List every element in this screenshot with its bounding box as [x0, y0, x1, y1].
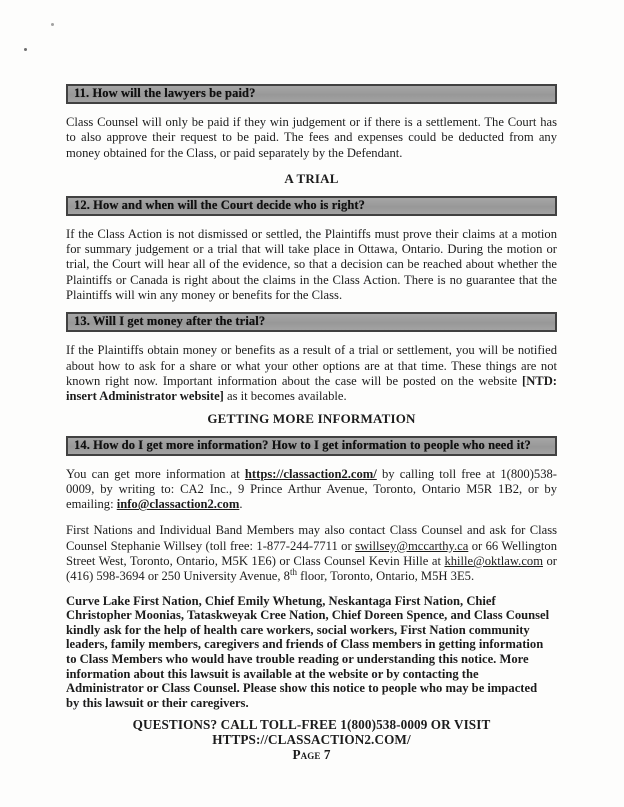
q14-p2-mid2: or (416) 598-3694 or 250 University Avenue, 8	[66, 554, 557, 584]
scan-speck-artifact	[24, 48, 27, 51]
info-email-link[interactable]: info@classaction2.com	[116, 497, 240, 512]
q13-text-pre: If the Plaintiffs obtain money or benefits as a result of a trial or settlement, you will be notified about how to ask for a share or what your other options are at that time. These things are not known right now. Important information about the case will be posted on the website	[66, 343, 557, 388]
khille-email-link[interactable]: khille@oktlaw.com	[444, 554, 544, 569]
q14-p2-mid1: or 66 Wellington Street West, Toronto, Ontario, M5K 1E6) or Class Counsel Kevin Hille at	[66, 538, 558, 569]
q13-text-post: as it becomes available.	[223, 389, 347, 404]
heading-getting-more-information: GETTING MORE INFORMATION	[207, 410, 416, 426]
paragraph-q14-contact	[66, 467, 557, 513]
page-content	[66, 84, 557, 763]
ordinal-superscript: th	[289, 567, 297, 578]
footer-website-line: HTTPS://CLASSACTION2.COM/	[212, 732, 411, 748]
paragraph-q14-community-request: Curve Lake First Nation, Chief Emily Whetung, Neskantaga First Nation, Chief Christopher Moonias, Tataskweyak Cree Nation, Chief Doreen Spence, and Class Counsel kindly ask for the help of health care workers, social workers, First Nation community leaders, family members, caregivers and friends of Class members in getting information to Class Members who would have trouble reading or understanding this notice. More information about this lawsuit is available at the website or by contacting the Administrator or Class Counsel. Please show this notice to people who may be impacted by this lawsuit or their caregivers.	[66, 593, 550, 710]
paragraph-q11-body: Class Counsel will only be paid if they win judgement or if there is a settlement. The Court has to also approve their request to be paid. The fees and expenses could be deducted from any money obtained for the Class, or paid separately by the Defendant.	[66, 115, 557, 160]
section-header-q11-label: 11. How will the lawyers be paid?	[74, 86, 256, 100]
section-header-q13	[66, 312, 557, 332]
paragraph-q13-body	[66, 343, 557, 404]
paragraph-q14-class-counsel	[66, 523, 557, 584]
q14-p2-pre: First Nations and Individual Band Members may also contact Class Counsel and ask for Class Counsel Stephanie Willsey (toll free: 1-877-244-7711 or	[66, 523, 557, 553]
page-footer	[66, 718, 557, 762]
footer-questions-line: QUESTIONS? CALL TOLL-FREE 1(800)538-0009 OR VISIT	[132, 717, 491, 733]
section-header-q14	[66, 436, 557, 456]
section-header-q12	[66, 196, 557, 216]
section-header-q11	[66, 84, 557, 104]
paragraph-q12-body: If the Class Action is not dismissed or settled, the Plaintiffs must prove their claims at a motion for summary judgement or a trial that will take place in Ottawa, Ontario. During the motion or trial, the Court will hear all of the evidence, so that a decision can be reached about whether the Plaintiffs or Canada is right about the claims in the Class Action. There is no guarantee that the Plaintiffs will win any money or benefits for the Class.	[66, 226, 557, 303]
q14-p2-post: floor, Toronto, Ontario, M5H 3E5.	[296, 569, 475, 584]
scan-speck-artifact	[51, 23, 54, 26]
section-header-q13-label: 13. Will I get money after the trial?	[74, 314, 266, 329]
q14-p1-mid: by calling toll free at 1(800)538-0009, by writing to: CA2 Inc., 9 Prince Arthur Avenue, Toronto, Ontario M5R 1B2, or by emailing:	[66, 466, 557, 512]
q14-p1-post: .	[239, 497, 243, 512]
classaction2-website-link[interactable]: https://classaction2.com/	[244, 466, 377, 481]
section-header-q12-label: 12. How and when will the Court decide who is right?	[74, 197, 365, 212]
swillsey-email-link[interactable]: swillsey@mccarthy.ca	[355, 538, 469, 553]
section-header-q14-label: 14. How do I get more information? How to I get information to people who need it?	[74, 437, 531, 452]
q13-ntd-placeholder: [NTD: insert Administrator website]	[66, 373, 557, 404]
q14-p1-pre: You can get more information at	[66, 466, 245, 481]
page-number: Page 7	[292, 746, 331, 762]
heading-a-trial: A TRIAL	[284, 170, 339, 186]
